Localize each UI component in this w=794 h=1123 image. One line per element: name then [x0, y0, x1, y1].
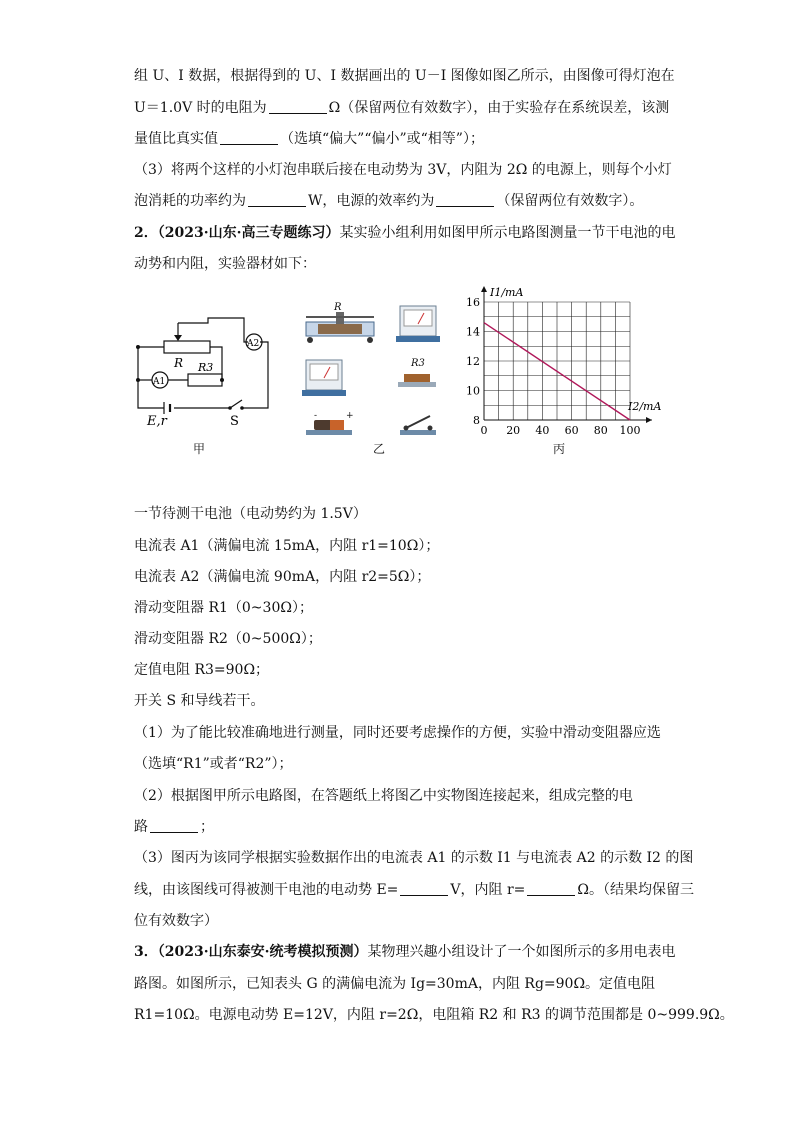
fig-caption-yi: 乙 [373, 442, 386, 456]
label-A1: A1 [153, 377, 166, 387]
y-tick-label: 12 [466, 355, 480, 368]
slider-arrow-icon [174, 335, 182, 341]
q2-line-1: 2．（2023·山东·高三专题练习）某实验小组利用如图甲所示电路图测量一节干电池的电 [134, 225, 676, 241]
answer-blank[interactable] [150, 818, 198, 833]
label-S: S [230, 414, 239, 429]
label-R3: R3 [198, 361, 214, 374]
equip-item: 开关 S 和导线若干。 [134, 693, 265, 709]
switch-picture [400, 416, 436, 435]
answer-blank[interactable] [269, 99, 327, 114]
q1-line-1: 组 U、I 数据，根据得到的 U、I 数据画出的 U－I 图像如图乙所示，由图像可得灯泡在 [134, 68, 675, 84]
circuit-diagram-jia [132, 312, 277, 432]
q2-part3: （3）图丙为该同学根据实验数据作出的电流表 A1 的示数 I1 与电流表 A2 的示数 I2 的图 [134, 850, 694, 866]
q2-part2: （2）根据图甲所示电路图，在答题纸上将图乙中实物图连接起来，组成完整的电 [134, 788, 633, 804]
apparatus-picture-yi [300, 300, 450, 440]
y-tick-label: 14 [466, 325, 480, 339]
label-R: R [174, 356, 184, 370]
q2-part1-hint: （选填“R1”或者“R2”）； [134, 756, 293, 772]
equip-item: 电流表 A1（满偏电流 15mA，内阻 r1=10Ω）； [134, 538, 440, 554]
rheostat-picture [306, 302, 374, 343]
answer-blank[interactable] [436, 192, 494, 207]
y-tick-label: 8 [473, 414, 480, 427]
chart-grid [484, 302, 630, 420]
y-tick-label: 10 [466, 384, 480, 398]
chart-ticks [466, 296, 641, 437]
resistor-r3-picture [398, 358, 436, 387]
q3-line-1: 3．（2023·山东泰安·统考模拟预测）某物理兴趣小组设计了一个如图所示的多用电表电 [134, 944, 676, 960]
chart-axes [481, 286, 652, 423]
q2-part1: （1）为了能比较准确地进行测量，同时还要考虑操作的方便，实验中滑动变阻器应选 [134, 725, 661, 741]
label-Er: E,r [147, 414, 167, 429]
q1-line-4: （3）将两个这样的小灯泡串联后接在电动势为 3V，内阻为 2Ω 的电源上，则每个小灯 [134, 162, 672, 178]
equip-item: 一节待测干电池（电动势约为 1.5V） [134, 506, 367, 522]
y-axis-label: I1/mA [490, 286, 524, 299]
answer-blank[interactable] [527, 881, 575, 896]
x-arrow-icon [646, 417, 652, 423]
x-tick-label: 20 [506, 424, 521, 437]
equip-item: 定值电阻 R3=90Ω； [134, 662, 270, 678]
x-tick-label: 80 [593, 424, 608, 437]
x-tick-label: 40 [535, 424, 550, 437]
answer-blank[interactable] [400, 881, 448, 896]
q2-part3-line2: 线，由该图线可得被测干电池的电动势 E= V，内阻 r= Ω。（结果均保留三 [134, 882, 694, 898]
label-A2: A2 [247, 339, 260, 349]
equip-item: 电流表 A2（满偏电流 90mA，内阻 r2=5Ω）； [134, 569, 431, 585]
q2-part3-line3: 位有效数字） [134, 913, 218, 929]
x-axis-label: I2/mA [628, 400, 662, 413]
fig-caption-jia: 甲 [193, 442, 206, 456]
q3-line-2: 路图。如图所示，已知表头 G 的满偏电流为 Ig=30mA，内阻 Rg=90Ω。定值电阻 [134, 976, 656, 992]
y-tick-label: 16 [466, 296, 480, 309]
q2-part2-end: 路 ； [134, 819, 214, 835]
x-tick-label: 100 [619, 424, 641, 437]
svg-text:+: + [346, 411, 354, 421]
q1-line-2: U＝1.0V 时的电阻为 Ω（保留两位有效数字），由于实验存在系统误差，该测 [134, 100, 670, 116]
y-arrow-icon [481, 286, 487, 292]
fig-caption-bing: 丙 [553, 442, 566, 456]
ammeter-a2-picture [396, 306, 440, 342]
label-rheostat: R [334, 302, 342, 313]
equip-item: 滑动变阻器 R2（0~500Ω）； [134, 631, 322, 647]
q1-line-3: 量值比真实值 （选填“偏大”“偏小”或“相等”）； [134, 131, 484, 147]
equip-item: 滑动变阻器 R1（0~30Ω）； [134, 600, 313, 616]
svg-text:-: - [314, 411, 318, 421]
x-tick-label: 0 [480, 424, 488, 437]
q3-line-3: R1=10Ω。电源电动势 E=12V，内阻 r=2Ω，电阻箱 R2 和 R3 的调节范围都是 0~999.9Ω。 [134, 1007, 734, 1023]
answer-blank[interactable] [220, 130, 278, 145]
x-tick-label: 60 [564, 424, 579, 437]
q2-line-2: 动势和内阻，实验器材如下： [134, 256, 316, 272]
ammeter-a1-picture [302, 360, 346, 396]
i1-i2-chart [466, 282, 666, 442]
q1-line-5: 泡消耗的功率约为 W，电源的效率约为 （保留两位有效数字）。 [134, 193, 644, 209]
label-r3-picture: R3 [411, 358, 425, 369]
answer-blank[interactable] [248, 192, 306, 207]
battery-picture [306, 411, 354, 435]
